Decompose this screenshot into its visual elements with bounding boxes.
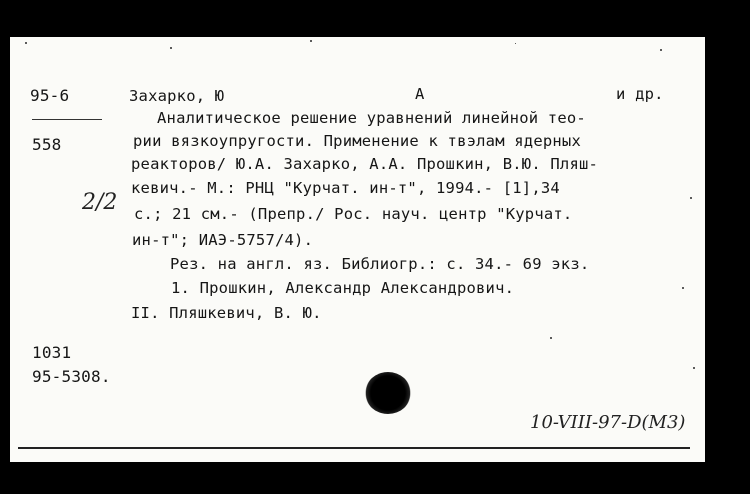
author-et-al: и др. [616, 85, 664, 103]
call-number-rule [32, 119, 102, 120]
body-line-2: рии вязкоупругости. Применение к твэлам ядерных [133, 132, 581, 150]
handwritten-mark-left: 2/2 [82, 190, 118, 215]
scan-speck [660, 49, 662, 51]
scan-speck [690, 197, 692, 199]
inventory-number: 1031 [32, 343, 72, 362]
body-line-6: ин-т"; ИАЭ-5757/4). [132, 231, 314, 249]
scan-speck [550, 337, 552, 339]
scan-speck [310, 40, 312, 42]
body-line-3: реакторов/ Ю.А. Захарко, А.А. Прошкин, В.Ю. Пляш- [131, 155, 599, 173]
accession-number: 95-5308. [32, 367, 111, 386]
call-number-top: 95-6 [30, 86, 70, 105]
call-number-mid: 558 [32, 135, 62, 154]
scan-speck [515, 43, 516, 44]
body-line-7: Рез. на англ. яз. Библиогр.: с. 34.- 69 экз. [170, 255, 590, 273]
scan-speck [693, 367, 695, 369]
body-line-1: Аналитическое решение уравнений линейной тео- [157, 109, 586, 127]
scan-speck [170, 47, 172, 49]
catalog-card [10, 37, 705, 462]
author-initial: А [415, 85, 425, 103]
ink-blot [365, 372, 411, 414]
body-line-4: кевич.- М.: РНЦ "Курчат. ин-т", 1994.- [1],34 [131, 179, 560, 197]
bottom-rule [18, 447, 690, 449]
body-line-5: с.; 21 см.- (Препр./ Рос. науч. центр "Курчат. [134, 205, 573, 223]
handwritten-date: 10-VIII-97-D(M3) [530, 412, 686, 433]
author-name: Захарко, Ю [129, 87, 225, 105]
body-line-9: II. Пляшкевич, В. Ю. [131, 304, 322, 322]
scan-speck [682, 287, 684, 289]
body-line-8: 1. Прошкин, Александр Александрович. [171, 279, 515, 297]
scan-speck [25, 42, 27, 44]
